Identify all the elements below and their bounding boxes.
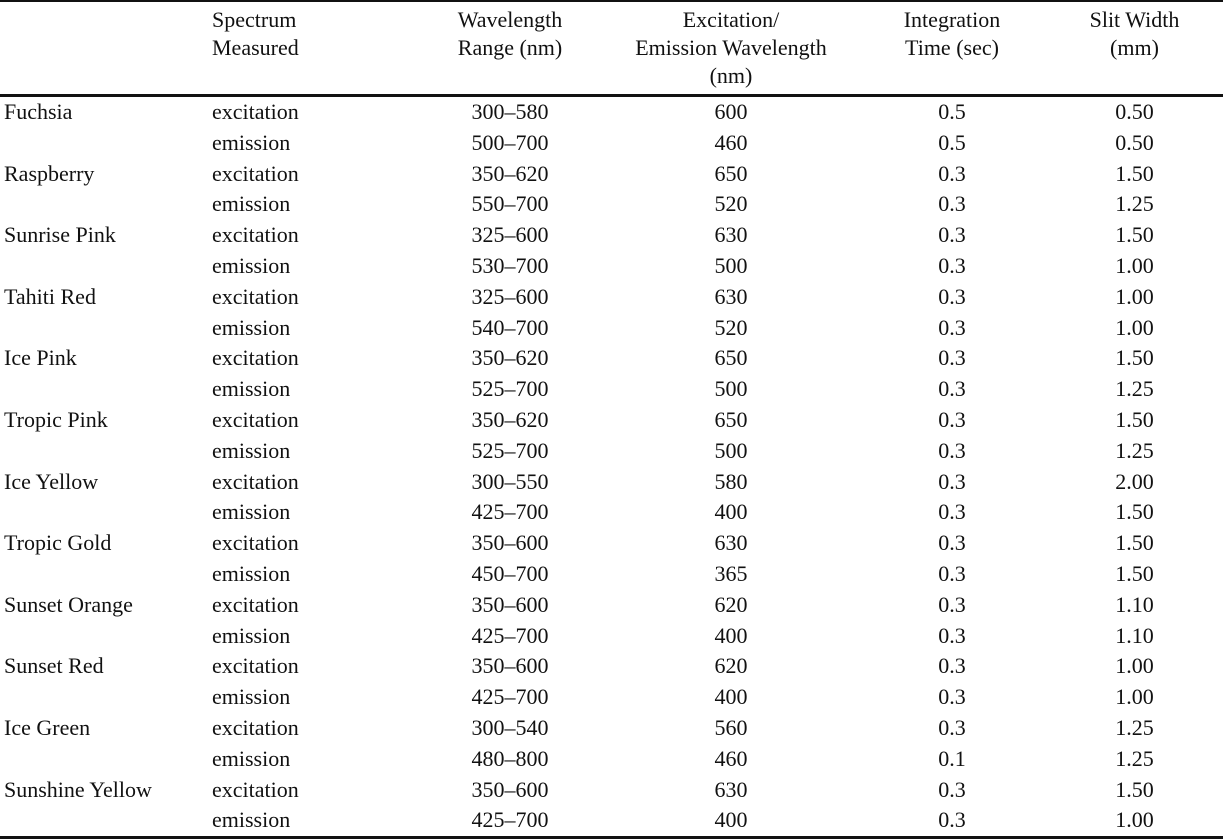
cell-slit-width: 1.50 bbox=[1115, 345, 1154, 371]
cell-integration-time: 0.1 bbox=[938, 745, 966, 771]
cell-slit-width: 1.25 bbox=[1115, 714, 1154, 740]
cell-wavelength-range: 540–700 bbox=[471, 314, 549, 340]
cell-slit-width: 1.50 bbox=[1115, 776, 1154, 802]
cell-sample-name: Sunset Red bbox=[4, 653, 104, 679]
cell-integration-time: 0.3 bbox=[938, 530, 966, 556]
cell-slit-width: 1.00 bbox=[1115, 252, 1154, 278]
header-row bbox=[0, 1, 1223, 96]
cell-slit-width: 1.50 bbox=[1115, 530, 1154, 556]
cell-sample-name bbox=[0, 559, 208, 590]
cell-excitation-emission-wavelength: 650 bbox=[714, 160, 748, 186]
cell-excitation-emission-wavelength: 400 bbox=[714, 684, 748, 710]
cell-integration-time: 0.5 bbox=[938, 129, 966, 155]
table-row bbox=[0, 528, 1223, 559]
table-row bbox=[0, 621, 1223, 652]
cell-slit-width: 1.00 bbox=[1115, 653, 1154, 679]
cell-integration-time: 0.3 bbox=[938, 622, 966, 648]
cell-integration-time: 0.3 bbox=[938, 714, 966, 740]
cell-excitation-emission-wavelength: 630 bbox=[714, 283, 748, 309]
cell-integration-time: 0.3 bbox=[938, 437, 966, 463]
table-row bbox=[0, 775, 1223, 806]
cell-integration-time: 0.3 bbox=[938, 376, 966, 402]
cell-excitation-emission-wavelength: 500 bbox=[714, 437, 748, 463]
header-integration-time bbox=[858, 1, 1046, 96]
cell-integration-time: 0.3 bbox=[938, 499, 966, 525]
cell-wavelength-range: 350–600 bbox=[471, 776, 549, 802]
cell-integration-time: 0.3 bbox=[938, 406, 966, 432]
cell-integration-time: 0.5 bbox=[938, 99, 966, 124]
cell-slit-width: 1.25 bbox=[1115, 745, 1154, 771]
header-slit-width bbox=[1046, 1, 1223, 96]
cell-wavelength-range: 530–700 bbox=[471, 252, 549, 278]
cell-excitation-emission-wavelength: 520 bbox=[714, 314, 748, 340]
cell-spectrum-measured: emission bbox=[212, 437, 291, 463]
cell-sample-name bbox=[0, 621, 208, 652]
table-row bbox=[0, 313, 1223, 344]
header-time-line1: Integration bbox=[903, 7, 1001, 32]
cell-excitation-emission-wavelength: 500 bbox=[714, 252, 748, 278]
cell-spectrum-measured: excitation bbox=[212, 406, 299, 432]
table-row bbox=[0, 682, 1223, 713]
table-row bbox=[0, 220, 1223, 251]
cell-integration-time: 0.3 bbox=[938, 314, 966, 340]
header-time-line2: Time (sec) bbox=[905, 35, 999, 60]
cell-slit-width: 1.50 bbox=[1115, 222, 1154, 248]
cell-slit-width: 1.25 bbox=[1115, 191, 1154, 217]
table-row bbox=[0, 405, 1223, 436]
cell-integration-time: 0.3 bbox=[938, 468, 966, 494]
cell-excitation-emission-wavelength: 460 bbox=[714, 745, 748, 771]
table-header bbox=[0, 1, 1223, 96]
cell-sample-name: Fuchsia bbox=[4, 99, 73, 124]
cell-wavelength-range: 450–700 bbox=[471, 560, 549, 586]
cell-wavelength-range: 350–600 bbox=[471, 653, 549, 679]
cell-wavelength-range: 300–550 bbox=[471, 468, 549, 494]
cell-excitation-emission-wavelength: 650 bbox=[714, 406, 748, 432]
cell-excitation-emission-wavelength: 500 bbox=[714, 376, 748, 402]
cell-spectrum-measured: excitation bbox=[212, 591, 299, 617]
cell-spectrum-measured: emission bbox=[212, 376, 291, 402]
cell-sample-name bbox=[0, 497, 208, 528]
table-row bbox=[0, 189, 1223, 220]
table-row bbox=[0, 559, 1223, 590]
cell-slit-width: 1.50 bbox=[1115, 560, 1154, 586]
cell-excitation-emission-wavelength: 460 bbox=[714, 129, 748, 155]
cell-slit-width: 1.00 bbox=[1115, 314, 1154, 340]
table-row bbox=[0, 96, 1223, 128]
cell-sample-name: Sunrise Pink bbox=[4, 222, 116, 248]
cell-spectrum-measured: excitation bbox=[212, 222, 299, 248]
cell-sample-name: Sunshine Yellow bbox=[4, 776, 152, 802]
cell-sample-name: Sunset Orange bbox=[4, 591, 133, 617]
table-row bbox=[0, 159, 1223, 190]
cell-slit-width: 1.50 bbox=[1115, 499, 1154, 525]
cell-sample-name: Tropic Pink bbox=[4, 406, 108, 432]
cell-slit-width: 1.00 bbox=[1115, 684, 1154, 710]
cell-spectrum-measured: excitation bbox=[212, 530, 299, 556]
cell-integration-time: 0.3 bbox=[938, 653, 966, 679]
table-row bbox=[0, 251, 1223, 282]
cell-wavelength-range: 550–700 bbox=[471, 191, 549, 217]
cell-slit-width: 1.10 bbox=[1115, 622, 1154, 648]
cell-integration-time: 0.3 bbox=[938, 560, 966, 586]
cell-excitation-emission-wavelength: 400 bbox=[714, 622, 748, 648]
cell-slit-width: 1.00 bbox=[1046, 805, 1223, 837]
header-spectrum-measured bbox=[208, 1, 416, 96]
cell-spectrum-measured: emission bbox=[212, 622, 291, 648]
cell-integration-time: 0.3 bbox=[938, 345, 966, 371]
header-wavelength-line3: (nm) bbox=[709, 63, 753, 88]
cell-excitation-emission-wavelength: 630 bbox=[714, 776, 748, 802]
cell-spectrum-measured: excitation bbox=[212, 714, 299, 740]
table-row bbox=[0, 128, 1223, 159]
cell-spectrum-measured: emission bbox=[212, 191, 291, 217]
table-row bbox=[0, 651, 1223, 682]
cell-spectrum-measured: emission bbox=[212, 745, 291, 771]
cell-excitation-emission-wavelength: 400 bbox=[714, 499, 748, 525]
cell-sample-name bbox=[0, 805, 208, 837]
cell-wavelength-range: 425–700 bbox=[471, 684, 549, 710]
cell-excitation-emission-wavelength: 560 bbox=[714, 714, 748, 740]
cell-excitation-emission-wavelength: 630 bbox=[714, 530, 748, 556]
cell-wavelength-range: 300–540 bbox=[471, 714, 549, 740]
cell-integration-time: 0.3 bbox=[938, 252, 966, 278]
cell-slit-width: 0.50 bbox=[1115, 129, 1154, 155]
cell-spectrum-measured: emission bbox=[212, 560, 291, 586]
cell-slit-width: 1.50 bbox=[1115, 406, 1154, 432]
cell-sample-name bbox=[0, 744, 208, 775]
table-row bbox=[0, 343, 1223, 374]
cell-spectrum-measured: excitation bbox=[212, 468, 299, 494]
cell-sample-name: Raspberry bbox=[4, 160, 95, 186]
cell-spectrum-measured: emission bbox=[212, 684, 291, 710]
cell-integration-time: 0.3 bbox=[938, 191, 966, 217]
cell-spectrum-measured: excitation bbox=[212, 653, 299, 679]
cell-wavelength-range: 350–600 bbox=[471, 530, 549, 556]
table-row bbox=[0, 282, 1223, 313]
header-wavelength-line2: Emission Wavelength bbox=[635, 35, 827, 60]
cell-spectrum-measured: emission bbox=[212, 314, 291, 340]
cell-integration-time: 0.3 bbox=[938, 160, 966, 186]
cell-excitation-emission-wavelength: 650 bbox=[714, 345, 748, 371]
table-row bbox=[0, 436, 1223, 467]
header-wavelength-range bbox=[416, 1, 604, 96]
cell-sample-name bbox=[0, 436, 208, 467]
header-sample-name bbox=[0, 1, 208, 96]
cell-wavelength-range: 500–700 bbox=[471, 129, 549, 155]
cell-wavelength-range: 350–620 bbox=[471, 406, 549, 432]
cell-excitation-emission-wavelength: 600 bbox=[714, 99, 748, 124]
cell-spectrum-measured: excitation bbox=[212, 160, 299, 186]
header-range-line1: Wavelength bbox=[457, 7, 563, 32]
cell-wavelength-range: 425–700 bbox=[471, 499, 549, 525]
table-row bbox=[0, 805, 1223, 837]
cell-slit-width: 1.50 bbox=[1115, 160, 1154, 186]
cell-spectrum-measured: excitation bbox=[212, 99, 299, 124]
cell-sample-name bbox=[0, 189, 208, 220]
header-slit-line2: (mm) bbox=[1110, 35, 1159, 60]
header-range-line2: Range (nm) bbox=[457, 35, 563, 60]
cell-spectrum-measured: emission bbox=[208, 805, 416, 837]
cell-excitation-emission-wavelength: 630 bbox=[714, 222, 748, 248]
cell-sample-name: Tahiti Red bbox=[4, 283, 96, 309]
table-row bbox=[0, 713, 1223, 744]
cell-slit-width: 1.25 bbox=[1115, 437, 1154, 463]
cell-wavelength-range: 300–580 bbox=[471, 99, 549, 124]
cell-wavelength-range: 425–700 bbox=[416, 805, 604, 837]
cell-sample-name bbox=[0, 313, 208, 344]
cell-integration-time: 0.3 bbox=[938, 222, 966, 248]
cell-sample-name bbox=[0, 128, 208, 159]
table-body bbox=[0, 96, 1223, 838]
table-row bbox=[0, 374, 1223, 405]
cell-integration-time: 0.3 bbox=[938, 283, 966, 309]
cell-excitation-emission-wavelength: 620 bbox=[714, 591, 748, 617]
cell-wavelength-range: 480–800 bbox=[471, 745, 549, 771]
cell-slit-width: 1.00 bbox=[1115, 283, 1154, 309]
cell-integration-time: 0.3 bbox=[938, 776, 966, 802]
table-row bbox=[0, 590, 1223, 621]
cell-sample-name bbox=[0, 374, 208, 405]
cell-slit-width: 2.00 bbox=[1115, 468, 1154, 494]
cell-slit-width: 1.10 bbox=[1115, 591, 1154, 617]
cell-integration-time: 0.3 bbox=[858, 805, 1046, 837]
cell-sample-name: Tropic Gold bbox=[4, 530, 112, 556]
header-slit-line1: Slit Width bbox=[1089, 7, 1180, 32]
cell-wavelength-range: 350–620 bbox=[471, 160, 549, 186]
table-row bbox=[0, 497, 1223, 528]
cell-excitation-emission-wavelength: 365 bbox=[714, 560, 748, 586]
cell-integration-time: 0.3 bbox=[938, 591, 966, 617]
header-excitation-emission-wavelength bbox=[604, 1, 858, 96]
cell-sample-name: Ice Pink bbox=[4, 345, 77, 371]
cell-wavelength-range: 525–700 bbox=[471, 437, 549, 463]
cell-excitation-emission-wavelength: 620 bbox=[714, 653, 748, 679]
cell-excitation-emission-wavelength: 520 bbox=[714, 191, 748, 217]
cell-spectrum-measured: emission bbox=[212, 499, 291, 525]
cell-sample-name bbox=[0, 682, 208, 713]
cell-sample-name bbox=[0, 251, 208, 282]
cell-slit-width: 1.25 bbox=[1115, 376, 1154, 402]
cell-wavelength-range: 350–600 bbox=[471, 591, 549, 617]
cell-wavelength-range: 350–620 bbox=[471, 345, 549, 371]
cell-spectrum-measured: excitation bbox=[212, 283, 299, 309]
cell-wavelength-range: 325–600 bbox=[471, 283, 549, 309]
header-spectrum-line1: Spectrum bbox=[212, 7, 297, 32]
table-row bbox=[0, 467, 1223, 498]
cell-spectrum-measured: emission bbox=[212, 129, 291, 155]
cell-excitation-emission-wavelength: 400 bbox=[604, 805, 858, 837]
cell-sample-name: Ice Yellow bbox=[4, 468, 99, 494]
cell-spectrum-measured: excitation bbox=[212, 345, 299, 371]
cell-spectrum-measured: excitation bbox=[212, 776, 299, 802]
table-row bbox=[0, 744, 1223, 775]
cell-excitation-emission-wavelength: 580 bbox=[714, 468, 748, 494]
cell-slit-width: 0.50 bbox=[1115, 99, 1154, 124]
header-spectrum-line2: Measured bbox=[212, 35, 299, 60]
cell-wavelength-range: 325–600 bbox=[471, 222, 549, 248]
header-wavelength-line1: Excitation/ bbox=[682, 7, 780, 32]
cell-wavelength-range: 525–700 bbox=[471, 376, 549, 402]
cell-sample-name: Ice Green bbox=[4, 714, 91, 740]
cell-wavelength-range: 425–700 bbox=[471, 622, 549, 648]
cell-spectrum-measured: emission bbox=[212, 252, 291, 278]
cell-integration-time: 0.3 bbox=[938, 684, 966, 710]
